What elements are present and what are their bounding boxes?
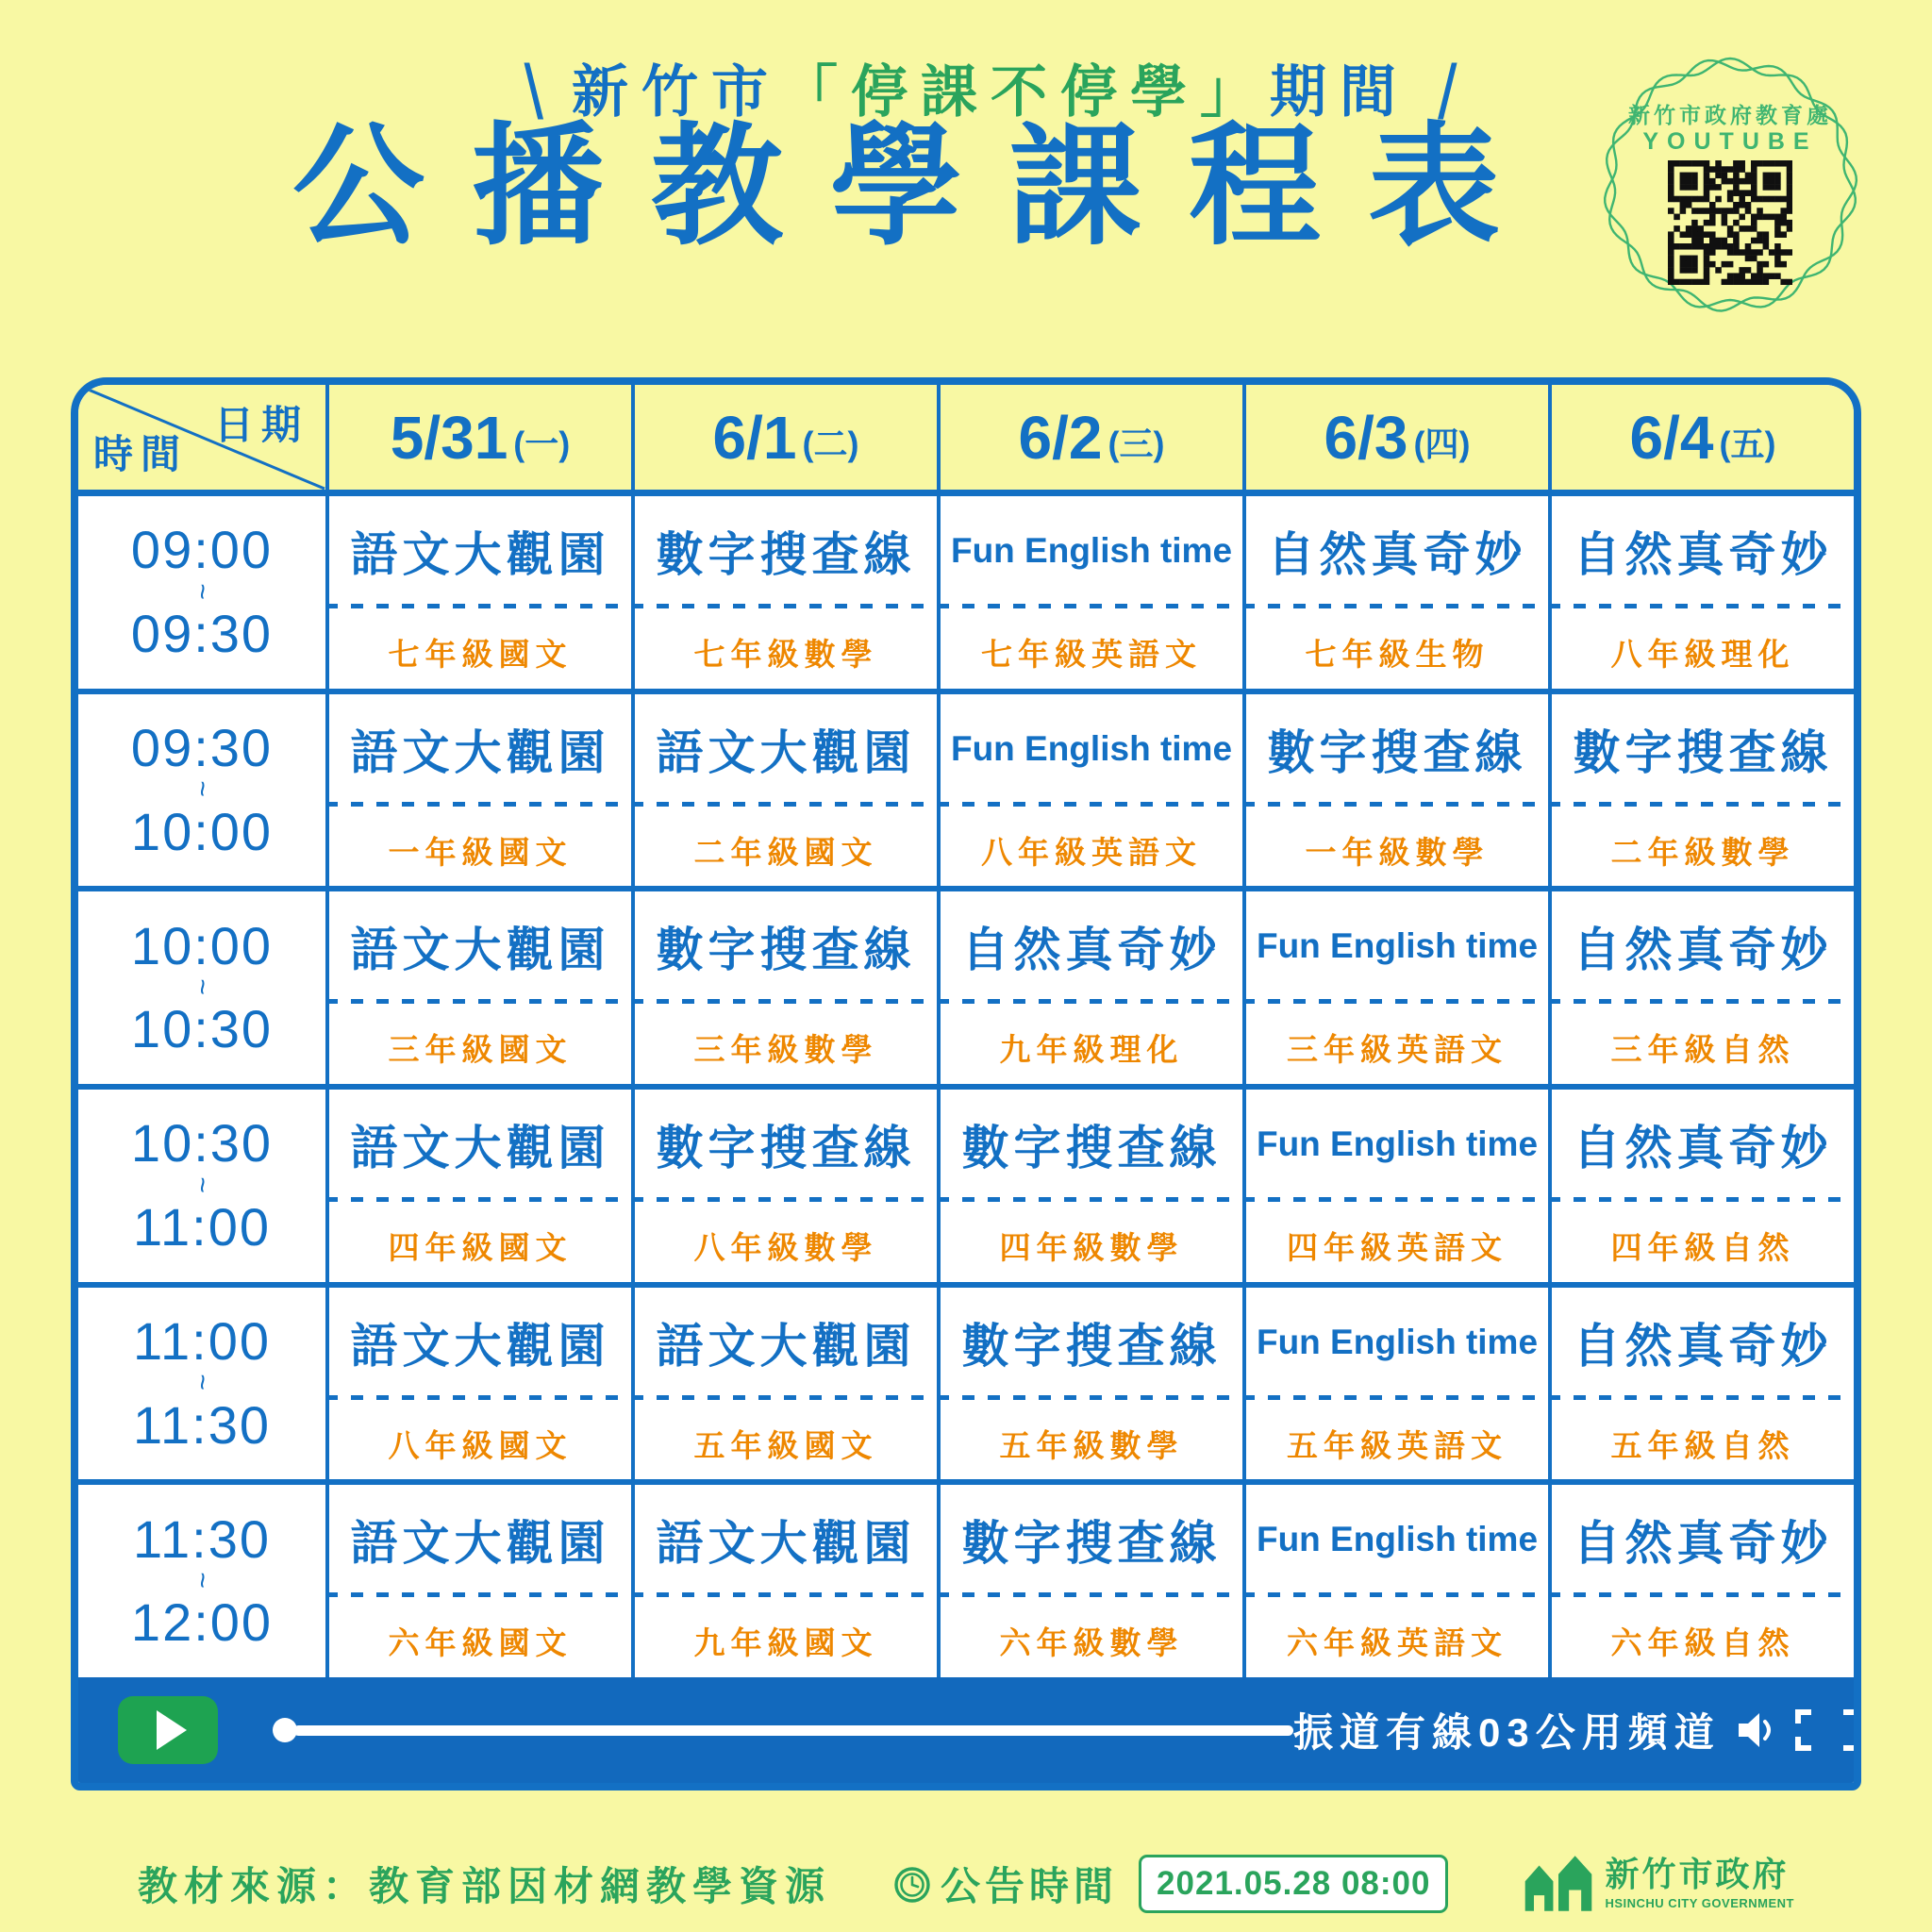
time-end: 10:30 bbox=[130, 999, 274, 1059]
course-cell bbox=[1548, 694, 1854, 887]
program-name: 自然真奇妙 bbox=[961, 924, 1222, 977]
city-logo-title: 新竹市政府 bbox=[1605, 1855, 1790, 1893]
grade-subject: 六年級自然 bbox=[1610, 1625, 1795, 1661]
grade-subject: 七年級國文 bbox=[388, 637, 573, 673]
date-weekday: (三) bbox=[1108, 425, 1165, 463]
subtitle-prefix: 新竹市 bbox=[572, 60, 781, 125]
program-name: Fun English time bbox=[1256, 1322, 1539, 1361]
time-start: 11:00 bbox=[133, 1310, 271, 1371]
time-cell bbox=[78, 1288, 325, 1480]
program-name: 數字搜查線 bbox=[1573, 725, 1833, 779]
course-cell bbox=[1242, 1090, 1548, 1282]
progress-bar[interactable] bbox=[273, 1718, 1293, 1742]
course-cell bbox=[325, 496, 631, 689]
corner-time-label: 時間 bbox=[93, 432, 189, 476]
program-name: 數字搜查線 bbox=[961, 1122, 1222, 1175]
announce-label: 公告時間 bbox=[941, 1864, 1119, 1908]
date-number: 5/31 bbox=[390, 403, 508, 472]
program-name: 自然真奇妙 bbox=[1573, 1517, 1833, 1571]
grade-subject: 五年級數學 bbox=[999, 1427, 1184, 1463]
grade-subject: 八年級理化 bbox=[1610, 637, 1795, 673]
course-cell bbox=[1242, 496, 1548, 689]
course-cell bbox=[937, 694, 1242, 887]
course-cell bbox=[1548, 1288, 1854, 1480]
time-cell bbox=[78, 1090, 325, 1282]
course-cell bbox=[1548, 891, 1854, 1084]
source-text: 教材來源：教育部因材網教學資源 bbox=[138, 1864, 832, 1908]
table-header bbox=[78, 385, 1854, 496]
grade-subject: 五年級國文 bbox=[693, 1427, 878, 1463]
time-separator: ~ bbox=[187, 1176, 219, 1195]
course-cell bbox=[1548, 1090, 1854, 1282]
course-cell bbox=[325, 891, 631, 1084]
grade-subject: 四年級英語文 bbox=[1287, 1230, 1507, 1266]
grade-subject: 九年級國文 bbox=[693, 1625, 878, 1661]
grade-subject: 六年級英語文 bbox=[1287, 1625, 1507, 1661]
program-name: 自然真奇妙 bbox=[1573, 1319, 1833, 1373]
speaker-icon bbox=[1736, 1709, 1781, 1751]
program-name: 語文大觀園 bbox=[350, 1517, 610, 1571]
time-start: 09:00 bbox=[130, 520, 274, 580]
date-weekday: (五) bbox=[1719, 425, 1776, 463]
program-name: 自然真奇妙 bbox=[1573, 528, 1833, 582]
time-cell bbox=[78, 1485, 325, 1677]
grade-subject: 六年級數學 bbox=[999, 1625, 1184, 1661]
program-name: 數字搜查線 bbox=[961, 1319, 1222, 1373]
program-name: 語文大觀園 bbox=[656, 1517, 916, 1571]
course-cell bbox=[1548, 496, 1854, 689]
program-name: 數字搜查線 bbox=[961, 1517, 1222, 1571]
grade-subject: 四年級數學 bbox=[999, 1230, 1184, 1266]
qr-code-icon bbox=[1668, 160, 1792, 285]
grade-subject: 二年級國文 bbox=[693, 834, 878, 870]
subtitle-right-slash: / bbox=[1438, 48, 1457, 136]
date-number: 6/4 bbox=[1629, 403, 1714, 472]
program-name: Fun English time bbox=[1256, 926, 1539, 966]
grade-subject: 三年級自然 bbox=[1610, 1032, 1795, 1068]
time-start: 09:30 bbox=[130, 717, 274, 777]
play-icon bbox=[157, 1710, 187, 1750]
course-cell bbox=[631, 1485, 937, 1677]
schedule-row-3 bbox=[78, 1084, 1854, 1282]
program-name: Fun English time bbox=[1256, 1520, 1539, 1559]
volume-button[interactable] bbox=[1736, 1709, 1781, 1751]
course-cell bbox=[631, 891, 937, 1084]
program-name: 數字搜查線 bbox=[656, 528, 916, 582]
grade-subject: 一年級國文 bbox=[388, 834, 573, 870]
qr-badge bbox=[1594, 49, 1866, 321]
announce-time bbox=[891, 1856, 1118, 1912]
time-start: 10:30 bbox=[130, 1113, 274, 1174]
program-name: 語文大觀園 bbox=[656, 725, 916, 779]
clock-icon bbox=[891, 1863, 933, 1905]
program-name: 語文大觀園 bbox=[350, 725, 610, 779]
program-name: 自然真奇妙 bbox=[1267, 528, 1527, 582]
time-separator: ~ bbox=[187, 978, 219, 997]
grade-subject: 三年級數學 bbox=[693, 1032, 878, 1068]
time-cell bbox=[78, 694, 325, 887]
course-cell bbox=[1242, 1485, 1548, 1677]
schedule-table bbox=[71, 377, 1861, 1790]
time-separator: ~ bbox=[187, 1572, 219, 1591]
course-cell bbox=[325, 1288, 631, 1480]
grade-subject: 八年級英語文 bbox=[981, 834, 1202, 870]
time-end: 11:00 bbox=[133, 1197, 271, 1257]
course-cell bbox=[937, 1090, 1242, 1282]
course-cell bbox=[325, 1090, 631, 1282]
time-cell bbox=[78, 496, 325, 689]
time-cell bbox=[78, 891, 325, 1084]
time-end: 12:00 bbox=[130, 1592, 274, 1653]
time-end: 11:30 bbox=[133, 1394, 271, 1455]
schedule-row-1 bbox=[78, 689, 1854, 887]
program-name: 語文大觀園 bbox=[656, 1319, 916, 1373]
schedule-body bbox=[78, 496, 1854, 1677]
date-header-4 bbox=[1548, 385, 1854, 490]
course-cell bbox=[937, 891, 1242, 1084]
grade-subject: 七年級英語文 bbox=[981, 637, 1202, 673]
program-name: Fun English time bbox=[950, 531, 1233, 571]
program-name: 數字搜查線 bbox=[1267, 725, 1527, 779]
course-cell bbox=[631, 1090, 937, 1282]
program-name: 數字搜查線 bbox=[656, 924, 916, 977]
date-weekday: (四) bbox=[1413, 425, 1471, 463]
program-name: 自然真奇妙 bbox=[1573, 1122, 1833, 1175]
program-name: 數字搜查線 bbox=[656, 1122, 916, 1175]
date-number: 6/2 bbox=[1018, 403, 1103, 472]
date-header-2 bbox=[937, 385, 1242, 490]
date-weekday: (一) bbox=[513, 425, 571, 463]
footer bbox=[0, 1840, 1932, 1928]
program-name: 語文大觀園 bbox=[350, 528, 610, 582]
time-start: 11:30 bbox=[133, 1508, 271, 1569]
schedule-row-0 bbox=[78, 496, 1854, 689]
grade-subject: 三年級英語文 bbox=[1287, 1032, 1507, 1068]
course-cell bbox=[937, 1485, 1242, 1677]
player-bar bbox=[78, 1677, 1854, 1783]
course-cell bbox=[937, 1288, 1242, 1480]
time-separator: ~ bbox=[187, 583, 219, 602]
date-weekday: (二) bbox=[802, 425, 859, 463]
grade-subject: 二年級數學 bbox=[1610, 834, 1795, 870]
course-cell bbox=[631, 694, 937, 887]
grade-subject: 七年級數學 bbox=[693, 637, 878, 673]
subtitle-left-slash: \ bbox=[524, 48, 543, 136]
fullscreen-button[interactable] bbox=[1794, 1708, 1860, 1752]
subtitle-highlight: 「停課不停學」 bbox=[781, 60, 1270, 125]
city-logo bbox=[1522, 1853, 1794, 1915]
city-logo-subtitle: HSINCHU CITY GOVERNMENT bbox=[1605, 1896, 1794, 1910]
program-name: 語文大觀園 bbox=[350, 1319, 610, 1373]
city-logo-text bbox=[1605, 1857, 1794, 1910]
corner-cell bbox=[78, 385, 325, 490]
time-separator: ~ bbox=[187, 780, 219, 800]
course-cell bbox=[1242, 891, 1548, 1084]
grade-subject: 八年級國文 bbox=[388, 1427, 573, 1463]
course-cell bbox=[937, 496, 1242, 689]
time-end: 10:00 bbox=[130, 801, 274, 861]
grade-subject: 六年級國文 bbox=[388, 1625, 573, 1661]
grade-subject: 七年級生物 bbox=[1305, 637, 1490, 673]
program-name: Fun English time bbox=[950, 728, 1233, 768]
play-button[interactable] bbox=[118, 1696, 218, 1764]
progress-track bbox=[293, 1725, 1293, 1736]
date-number: 6/3 bbox=[1324, 403, 1408, 472]
city-logo-icon bbox=[1522, 1853, 1595, 1915]
qr-badge-org: 新竹市政府教育處 bbox=[1628, 103, 1832, 127]
date-number: 6/1 bbox=[712, 403, 797, 472]
time-end: 09:30 bbox=[130, 604, 274, 664]
course-cell bbox=[1242, 1288, 1548, 1480]
grade-subject: 三年級國文 bbox=[388, 1032, 573, 1068]
time-separator: ~ bbox=[187, 1374, 219, 1393]
grade-subject: 四年級國文 bbox=[388, 1230, 573, 1266]
course-cell bbox=[631, 1288, 937, 1480]
course-cell bbox=[325, 1485, 631, 1677]
corner-date-label: 日期 bbox=[213, 403, 308, 447]
subtitle-suffix: 期間 bbox=[1270, 60, 1409, 125]
course-cell bbox=[631, 496, 937, 689]
schedule-row-2 bbox=[78, 886, 1854, 1084]
program-name: 語文大觀園 bbox=[350, 1122, 610, 1175]
qr-badge-platform: YOUTUBE bbox=[1642, 128, 1818, 155]
channel-label: 振道有線03公用頻道 bbox=[1293, 1710, 1721, 1755]
program-name: Fun English time bbox=[1256, 1124, 1539, 1164]
course-cell bbox=[1548, 1485, 1854, 1677]
announce-timestamp: 2021.05.28 08:00 bbox=[1139, 1855, 1448, 1913]
course-cell bbox=[1242, 694, 1548, 887]
grade-subject: 九年級理化 bbox=[999, 1032, 1184, 1068]
program-name: 自然真奇妙 bbox=[1573, 924, 1833, 977]
date-header-1 bbox=[631, 385, 937, 490]
schedule-row-4 bbox=[78, 1282, 1854, 1480]
grade-subject: 五年級英語文 bbox=[1287, 1427, 1507, 1463]
schedule-row-5 bbox=[78, 1479, 1854, 1677]
date-header-0 bbox=[325, 385, 631, 490]
grade-subject: 一年級數學 bbox=[1305, 834, 1490, 870]
grade-subject: 四年級自然 bbox=[1610, 1230, 1795, 1266]
page-title: 公播教學課程表 bbox=[291, 112, 1547, 260]
course-cell bbox=[325, 694, 631, 887]
time-start: 10:00 bbox=[130, 915, 274, 975]
date-header-3 bbox=[1242, 385, 1548, 490]
grade-subject: 八年級數學 bbox=[693, 1230, 878, 1266]
fullscreen-icon bbox=[1794, 1708, 1860, 1752]
program-name: 語文大觀園 bbox=[350, 924, 610, 977]
grade-subject: 五年級自然 bbox=[1610, 1427, 1795, 1463]
